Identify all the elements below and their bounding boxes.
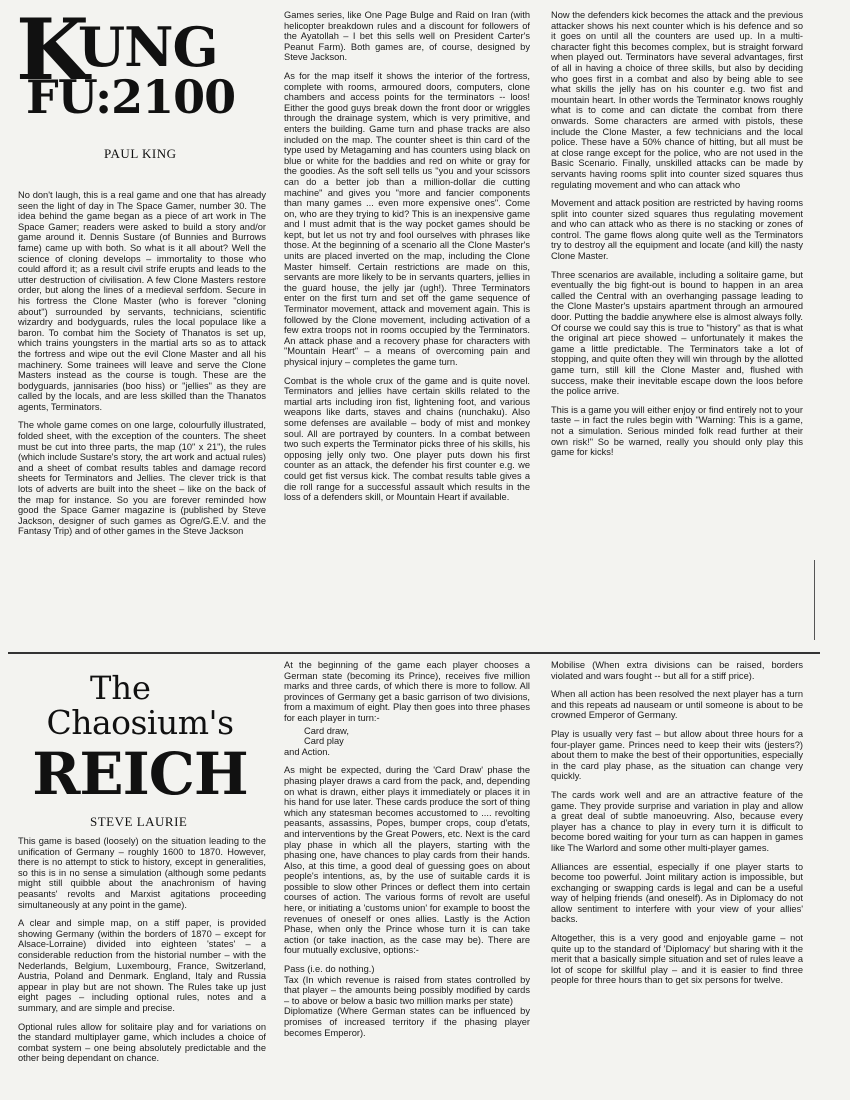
author-steve-laurie: STEVE LAURIE	[90, 814, 188, 829]
paragraph: Games series, like One Page Bulge and Raid on Iran (with helicopter breakdown rules and a discount for followers of the Ayatollah – I bet this sells well on President Carter's Peanut Farm). Both games are, of course, designed by Steve Jackson.	[284, 10, 530, 63]
author-paul-king: PAUL KING	[104, 146, 177, 161]
paragraph: Combat is the whole crux of the game and is quite novel. Terminators and jellies have certain skills related to the martial arts including iron fist, lightening foot, and various weapons like darts, staves and chains (nunchaku). Also some defenses are available – body of mist and monkey soul. All are portrayed by counters. In a combat between two such experts the Terminator picks three of his skills, his opposing jelly only two. One player puts down his first counter as an attack, the defender his first counter e.g. we could get fist versus kick. The combat results table gives a die roll range for a successful assault which results in the loss of a defenders skill, or Mountain Heart if available.	[284, 375, 530, 503]
title-word-reich: REICH	[32, 740, 248, 808]
paragraph: Mobilise (When extra divisions can be raised, borders violated and wars fought -- but all for a stiff price).	[551, 660, 803, 681]
title-word-ung: UNG	[78, 15, 218, 79]
kung-fu-title	[16, 0, 256, 128]
option-tax: Tax (In which revenue is raised from states controlled by that player – the amounts being possibly modified by cards – to above or below a basic two million marks per state)	[284, 974, 530, 1006]
title-word-chaosiums: Chaosium's	[46, 703, 234, 742]
phase-item: Card play	[304, 736, 344, 747]
paragraph: This is a game you will either enjoy or find entirely not to your taste – in fact the rules begin with "Warning: This is a game, not a simulation. Serious minded folk read further at their own risk!" So be warned, really you should only play this game for kicks!	[551, 404, 803, 458]
article1-column-3	[551, 10, 803, 610]
column-rule	[814, 560, 815, 640]
paragraph: As for the map itself it shows the interior of the fortress, complete with rooms, armoured doors, computers, clone chambers and access points for the terminators -- loos! Either the good guys break down the front door or wriggles through the drainage system, which is very primitive, and enters the building. Game turn and phase tracks are also included on the map. The counter sheet is thin card of the type used by Metagaming and has counters using black on blue or white for the baddies and red on white or gray for the goodies. As the soft sell tells us "you and your scissors can do a better job than a million-dollar die cutting machine" and gives you "more and fancier components than many games ... even more expensive ones". Come on, who are they trying to kid? This is an inexpensive game and I must admit that is the way pocket games should be kept, but let us not try and fool ourselves with phrases like those. At the beginning of a scenario all the Clone Master's units are placed inverted on the map, including the Clone Master himself. Certain restrictions are made on this, servants are more likely to be in servants quarters, jellies in the guard house, the jelly jar (ugh!). Three Terminators enter on the first turn and set off the game sequence of Terminator movement, attack and movement again. This is followed by the Clone movement, including activation of a few extra troops not in rooms occupied by the Terminators. An attack phase and a recovery phase for characters with "Mountain Heart" – a means of overcoming pain and physical injury – completes the game turn.	[284, 70, 530, 367]
paragraph: Movement and attack position are restricted by having rooms split into counter sized squares thus regulating movement and who can attack who as there is no stacking or zones of control. The game flows along quite well as the Terminators try to destroy all the equipment and locate (and kill) the nasty Clone Master.	[551, 198, 803, 262]
article1-column-2	[284, 10, 530, 610]
paragraph: The whole game comes on one large, colourfully illustrated, folded sheet, with the exception of the counters. The sheet must be cut into three parts, the map (10" x 21"), the rules (which include Sustare's story, the art work and actual rules) and a sheet of combat results tables and damage record sheets for Terminators and Jellies. The clever trick is that lots of adverts are built into the sheet – like on the back of the map for instance. So you are forever reminded how good the Space Gamer magazine is (published by Steve Jackson, designer of such games as Ogre/G.E.V. and the Fantasy Trip) and of other games in the Steve Jackson	[18, 420, 266, 537]
title-word-the: The	[90, 669, 151, 707]
paragraph: When all action has been resolved the next player has a turn and this repeats ad nauseam or until someone is about to be crowned Emperor of Germany.	[551, 689, 803, 721]
article1-column-1	[18, 190, 266, 610]
paragraph: Three scenarios are available, including a solitaire game, but eventually the big fight-out is bound to happen in an area called the Central with an overhanging passage leading to the Clone Master's upstairs apartment through an armoured door. Putting the baddie anywhere else is almost always folly. Of course we could say this is true to "history" as that is what the original art piece showed – unfortunately it makes the game a little predictable. The Terminators take a lot of stopping, and quite often they will win through by the allotted game turn, still kill the Clone Master and, flushed with success, make their inevitable escape down the loos before the police arrive.	[551, 269, 803, 397]
article2-column-1	[18, 836, 266, 1096]
phase-item: Card draw,	[304, 725, 349, 736]
paragraph: Play is usually very fast – but allow about three hours for a four-player game. Princes need to keep their wits (jesters?) about them to make the best of their opportunities, especially in the card play phase, as the situation can change very quickly.	[551, 728, 803, 782]
reich-title	[20, 670, 260, 820]
phase-item-last: and Action.	[284, 746, 331, 757]
paragraph: Optional rules allow for solitaire play and for variations on the standard multiplayer game, which includes a choice of combat system – one being absolutely predictable and the other being dependant on chance.	[18, 1021, 266, 1064]
article2-column-3	[551, 660, 803, 1096]
paragraph: No don't laugh, this is a real game and one that has already seen the light of day in The Space Gamer, number 30. The idea behind the game began as a piece of art work in The Space Gamer; readers were asked to build a story and/or game around it. Dennis Sustare (of Bunnies and Burrows fame) came up with both. So what is it all about? Well the science of cloning develops – immortality to those who could afford it; as a result civil strife erupts and leads to the utter destruction of civilisation. A few Clone Masters restore order, but along the lines of a medieval serfdom. Secure in his fortress the Clone Master (who is forever "cloning about") surrounded by servants, technicians, scientific wizardry and bodyguards, rules the local populace like a baron. To combat him the Society of Thanatos is set up, which trains youngsters in the martial arts so as to attack the fortress and wipe out the evil Clone Master and all his machinery. Some trainees will leave and serve the Clone Masters instead as the course is tough. These are the bodyguards, jannisaries (boo hiss) or "jellies" as they are called by the locals, and are less skilled than the Thanatos agents, Terminators.	[18, 190, 266, 412]
title-letter-k: K	[16, 0, 90, 99]
paragraph: Alliances are essential, especially if one player starts to become too powerful. Joint military action is impossible, but exchanging or swapping cards is legal and can be a useful way of helping friends (and oneself). As in Diplomacy do not allow sentiment to interfere with your view of your allies' backs.	[551, 861, 803, 925]
paragraph: A clear and simple map, on a stiff paper, is provided showing Germany (within the borders of 1870 – except for Alsace-Lorraine) divided into eighteen 'states' – a considerable reduction from the historial number – with the Nederlands, Belgium, Luxembourg, France, Switzerland, Austria, Poland and Denmark. England, Italy and Russia appear in play but are not shown. The Rules take up just eight pages – including optional rules, notes and a summary, and are simple and precise.	[18, 918, 266, 1013]
paragraph: The cards work well and are an attractive feature of the game. They provide surprise and variation in play and allow a great deal of subtle manoeuvring. Also, because every player has a chance to play in every turn it is difficult to become bored waiting for your turn as can happen in games like The Warlord and some other multi-player games.	[551, 789, 803, 853]
title-word-fu2100: FU:2100	[26, 70, 236, 124]
option-diplomatize: Diplomatize (Where German states can be influenced by promises of increased territory if the phasing player becomes Emperor).	[284, 1006, 530, 1038]
article2-column-2	[284, 660, 530, 1096]
paragraph: At the beginning of the game each player chooses a German state (becoming its Prince), receives five million marks and three cards, of which there is more to follow. All provinces of Germany get a basic garrison of two divisions, from a maximum of eight. Play then goes into three phases for each player in turn:-	[284, 660, 530, 723]
article-divider	[8, 652, 820, 654]
paragraph: As might be expected, during the 'Card Draw' phase the phasing player draws a card from the pack, and, depending on what is drawn, either plays it immediately or places it in his hand for use later. These cards produce the sort of thing which any statesman becomes accustomed to .... revolting peasants, assassins, Popes, bumper crops, coup d'etats, and interventions by the Great Powers, etc. Next is the card play phase in which all the players, starting with the phasing one, have chances to play cards from their hands. Also, at this time, a good deal of guessing goes on about people's intentions, as, by the use of suitable cards it is possible to slow other Princes or deflect them into certain courses of action. The various forms of revolt are useful here, or initiating a 'customs union' for example to boost the revenues of oneself or ones allies. Lastly is the Action Phase, when only the Prince whose turn it is can take action (or take inaction, as the case may be). There are four mutually exclusive, options:-	[284, 765, 530, 956]
paragraph: This game is based (loosely) on the situation leading to the unification of Germany – roughly 1600 to 1870. However, there is no attempt to stick to history, except in generalities, so this is in no sense a simulation (although some pedants might still quibble about the anachronism of having peasants' revolts and Marxist agitations proceeding simultaneously at any point in the game).	[18, 836, 266, 910]
option-pass: Pass (i.e. do nothing.)	[284, 964, 375, 975]
paragraph: Now the defenders kick becomes the attack and the previous attacker shows his next counter which is his defence and so it goes on until all the counters are used up. In a multi-character fight this becomes complex, but is straight forward when played out. Terminators have several advantages, first of all in having a choice of three skills, but also by deciding who goes first in a combat and also by being able to see what skills the jelly has on his counter e.g. two fist and mountain heart. In other words the Terminator knows roughly what is to come and can dictate the combat from there onwards. Some characters are armed with pistols, these include the Clone Master, a few technicians and the local police. These have a 50% chance of hitting, but all must be at close range except for the police, who are not used in the Basic Scenario. Finally, unskilled attacks can be made by servants having rooms split into counter sized squares thus regulating movement and who can attack who	[551, 10, 803, 190]
paragraph: Altogether, this is a very good and enjoyable game – not quite up to the standard of 'Diplomacy' but sharing with it the merit that a basically simple situation and set of rules leave a lot of scope for skillful play – and it is easier to find three people for three hours than to get six persons for twelve.	[551, 933, 803, 986]
